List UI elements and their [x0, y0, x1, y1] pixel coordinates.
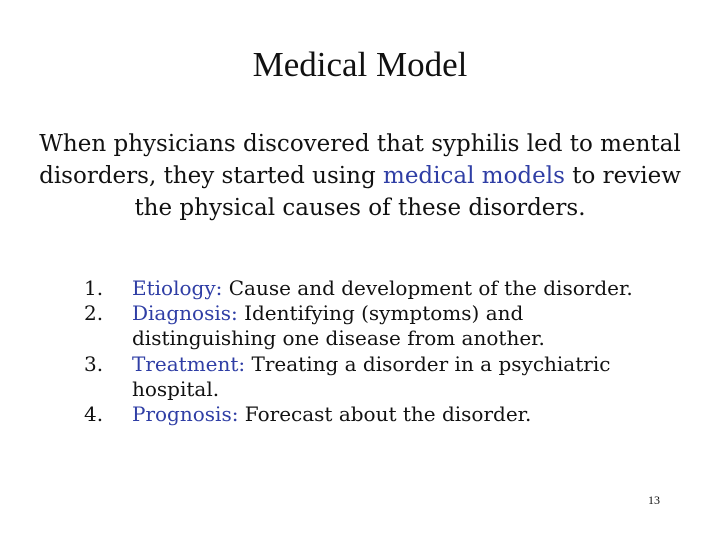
definition-prognosis: Forecast about the disorder.: [238, 401, 532, 426]
definition-treatment: Treating a disorder in a psychiatric hospital.: [132, 351, 611, 401]
list-number: 3.: [84, 351, 104, 376]
medical-model-list: [72, 276, 642, 427]
definition-etiology: Cause and development of the disorder.: [222, 276, 633, 300]
definition-diagnosis: Identifying (symptoms) and distinguishing one disease from another.: [132, 301, 545, 351]
list-number: 1.: [84, 276, 104, 300]
term-diagnosis: Diagnosis:: [132, 301, 238, 326]
term-treatment: Treatment:: [132, 351, 246, 376]
list-item-etiology: [72, 276, 642, 301]
list-item-prognosis: [72, 402, 642, 427]
intro-highlight-medical-models: medical models: [383, 162, 565, 189]
intro-paragraph: [18, 129, 702, 225]
slide-number: 13: [648, 493, 660, 507]
list-item-treatment: [72, 352, 642, 402]
intro-text-part-1: When physicians discovered that syphilis led to mental disorders, they started using: [39, 131, 681, 189]
term-etiology: Etiology:: [132, 276, 223, 300]
list-number: 4.: [84, 401, 104, 426]
intro-text-part-2: to review the physical causes of these disorders.: [134, 162, 681, 221]
list-item-diagnosis: [72, 301, 642, 351]
term-prognosis: Prognosis:: [132, 401, 239, 426]
slide-title: Medical Model: [252, 45, 468, 84]
list-number: 2.: [84, 301, 104, 326]
